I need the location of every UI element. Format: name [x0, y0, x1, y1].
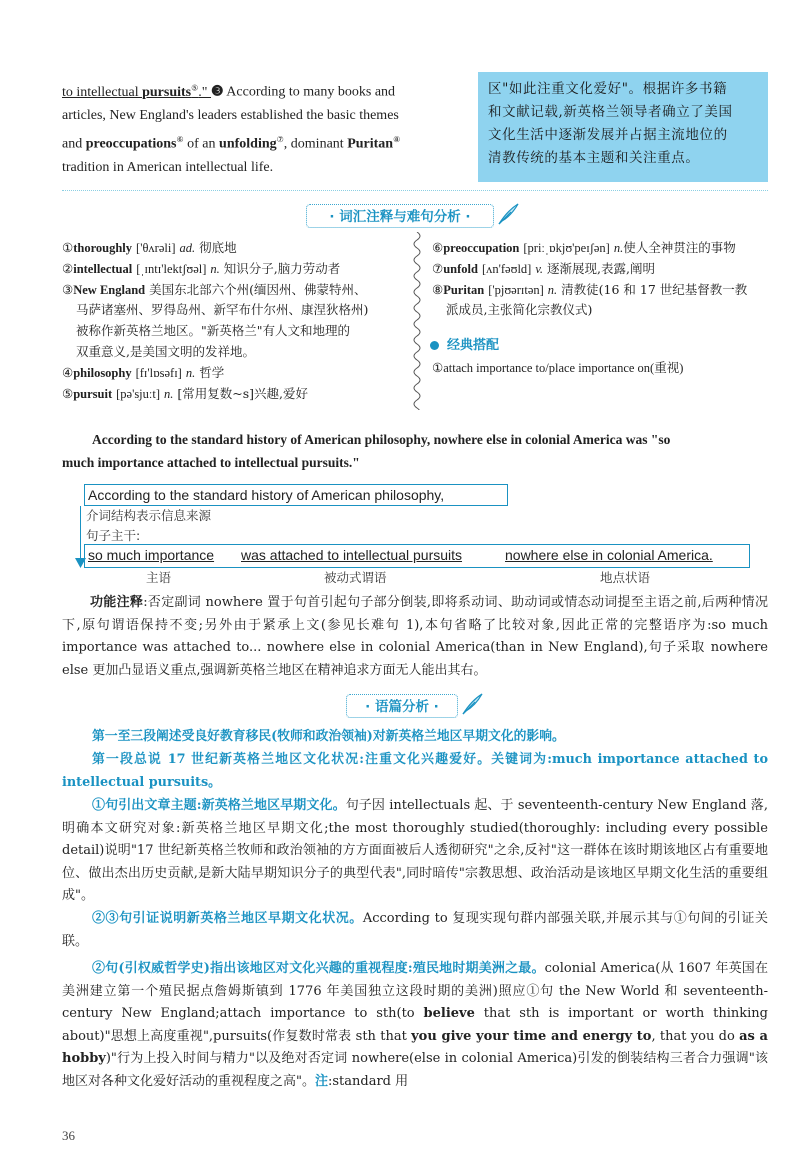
collocation-item: ①attach importance to/place importance on(重视): [432, 361, 684, 375]
section-header-vocab: · 词汇注释与难句分析 ·: [306, 204, 494, 228]
vocab-item: ②intellectual [ˌɪntɪ'lektʃʊəl] n. 知识分子,脑力劳动者: [62, 260, 341, 276]
vocab-item: ③New England 美国东北部六个州(缅因州、佛蒙特州、: [62, 281, 367, 297]
quill-icon: [460, 692, 484, 716]
tag-adverbial: 地点状语: [600, 570, 651, 585]
quill-icon: [496, 202, 520, 226]
vocab-item: ⑤pursuit [pə'sjuːt] n. [常用复数~s]兴趣,爱好: [62, 385, 308, 401]
sentence-marker: ❸: [211, 84, 224, 100]
collocation-header: 经典搭配: [430, 334, 499, 353]
vocab-item: ④philosophy [fɪ'lɒsəfɪ] n. 哲学: [62, 364, 225, 380]
tag-subject: 主语: [146, 570, 172, 585]
analysis-sentence23: ②③句引证说明新英格兰地区早期文化状况。According to 复现实现句群内部强关联,并展示其与①句间的引证关联。: [62, 911, 768, 949]
vocab-item: ①thoroughly ['θʌrəli] ad. 彻底地: [62, 240, 237, 255]
vocab-list-left: ①thoroughly ['θʌrəli] ad. 彻底地 ②intellectual [ˌɪntɪ'lektʃʊəl] n. 知识分子,脑力劳动者 ③New England 美国东北部六个州(缅因州、佛蒙特州、 马萨诸塞州、罗得岛州、新罕布什尔州、康涅狄格州) 被称作新英格兰地区。"新英格兰"有人文和地理的 双重意义,是美国文明的发祥地。 ④philosophy [fɪ'lɒsəfɪ] n. 哲学 ⑤pursuit [pə'sjuːt] n. [常用复数~s]兴趣,爱好: [62, 238, 407, 404]
analysis-sentence2: ②句(引权威哲学史)指出该地区对文化兴趣的重视程度:殖民地时期美洲之最。colonial America(从 1607 年英国在美洲建立第一个殖民据点詹姆斯镇到 1776 年美国独立这段时期的美洲)照应①句 the New World 和 seventeenth-century New England;attach importance to sth(to believe that sth is important or worth thinking about)"思想上高度重视",pursuits(作复数时常表 sth that you give your time and energy to, that you do as a hobby)"行为上投入时间与精力"以及绝对否定词 nowhere(else in colonial America)引发的倒装结构三者合力强调"该地区对各种文化爱好活动的重视程度之高"。注:standard 用: [62, 961, 768, 1089]
translation-box: 区"如此注重文化爱好"。根据许多书籍 和文献记载,新英格兰领导者确立了美国 文化生活中逐渐发展并占据主流地位的 清教传统的基本主题和关注重点。: [478, 72, 768, 182]
tag-predicate: 被动式谓语: [324, 570, 387, 585]
word-pursuits: pursuits: [142, 84, 192, 100]
page-number: 36: [62, 1128, 75, 1143]
section-header-analysis: · 语篇分析 ·: [346, 694, 458, 718]
diagram-box-prep-phrase: According to the standard history of American philosophy,: [84, 484, 508, 506]
diagram-label-main: 句子主干:: [86, 528, 141, 543]
vocab-item: ⑦unfold [ʌn'fəʊld] v. 逐渐展现,表露,阐明: [432, 260, 655, 276]
analysis-sentence1: ①句引出文章主题:新英格兰地区早期文化。句子因 intellectuals 起、于 seventeenth-century New England 落,明确本文研究对象:新英格兰地区早期文化;the most thoroughly studied(thoroughly: including every possible detail)说明"17 世纪新英格兰牧师和政治领袖的方方面面被后人透彻研究"之余,反衬"这一群体在该时期该地区占有重要地位、做出杰出历史贡献,是新大陆早期知识分子的典型代表",同时暗传"宗教思想、政治活动是该地区早期文化生活的重要组成"。: [62, 798, 768, 903]
intro-paragraph: to intellectual pursuits⑤." ❸ According to many books and articles, New England's leaders established the basic themes and preoccupations⑥ of an unfolding⑦, dominant Puritan⑧ tradition in American intellectual life.: [62, 83, 401, 175]
analysis-summary: 第一至三段阐述受良好教育移民(牧师和政治领袖)对新英格兰地区早期文化的影响。: [92, 729, 565, 744]
function-note: 功能注释:否定副词 nowhere 置于句首引起句子部分倒装,即将系动词、助动词或情态动词提至主语之前,后两种情况下,原句谓语保持不变;另外由于紧承上文(参见长难句 1),本句省略了比较对象,因此正常的完整语序为:so much importance was attached to... nowhere else in colonial America(than in New England),句子采取 nowhere else 更加凸显语义重点,强调新英格兰地区在精神追求方面无人能出其右。: [62, 595, 768, 678]
key-sentence: According to the standard history of American philosophy, nowhere else in colonial America was "so much importance attached to intellectual pursuits.": [62, 432, 671, 470]
diagram-predicate: was attached to intellectual pursuits: [241, 547, 463, 563]
diagram-connector: [80, 506, 82, 562]
diagram-adverbial: nowhere else in colonial America.: [505, 547, 713, 563]
analysis-para1: 第一段总说 17 世纪新英格兰地区文化状况:注重文化兴趣爱好。关键词为:much importance attached to intellectual pursuits。: [62, 752, 768, 790]
divider: [62, 190, 768, 191]
vocab-list-right: ⑥preoccupation [priːˌɒkjʊ'peɪʃən] n.使人全神贯注的事物 ⑦unfold [ʌn'fəʊld] v. 逐渐展现,表露,阐明 ⑧Puritan ['pjʊərɪtən] n. 清教徒(16 和 17 世纪基督教一教 派成员,主张简化宗教仪式): [432, 238, 772, 321]
vocab-item: ⑥preoccupation [priːˌɒkjʊ'peɪʃən] n.使人全神贯注的事物: [432, 240, 736, 255]
diagram-box-main-clause: [84, 544, 750, 568]
bullet-icon: [430, 341, 439, 350]
diagram-subject: so much importance: [88, 547, 215, 563]
vocab-item: ⑧Puritan ['pjʊərɪtən] n. 清教徒(16 和 17 世纪基督教一教: [432, 281, 748, 297]
column-divider: [410, 232, 424, 410]
diagram-label-prep: 介词结构表示信息来源: [86, 508, 212, 523]
